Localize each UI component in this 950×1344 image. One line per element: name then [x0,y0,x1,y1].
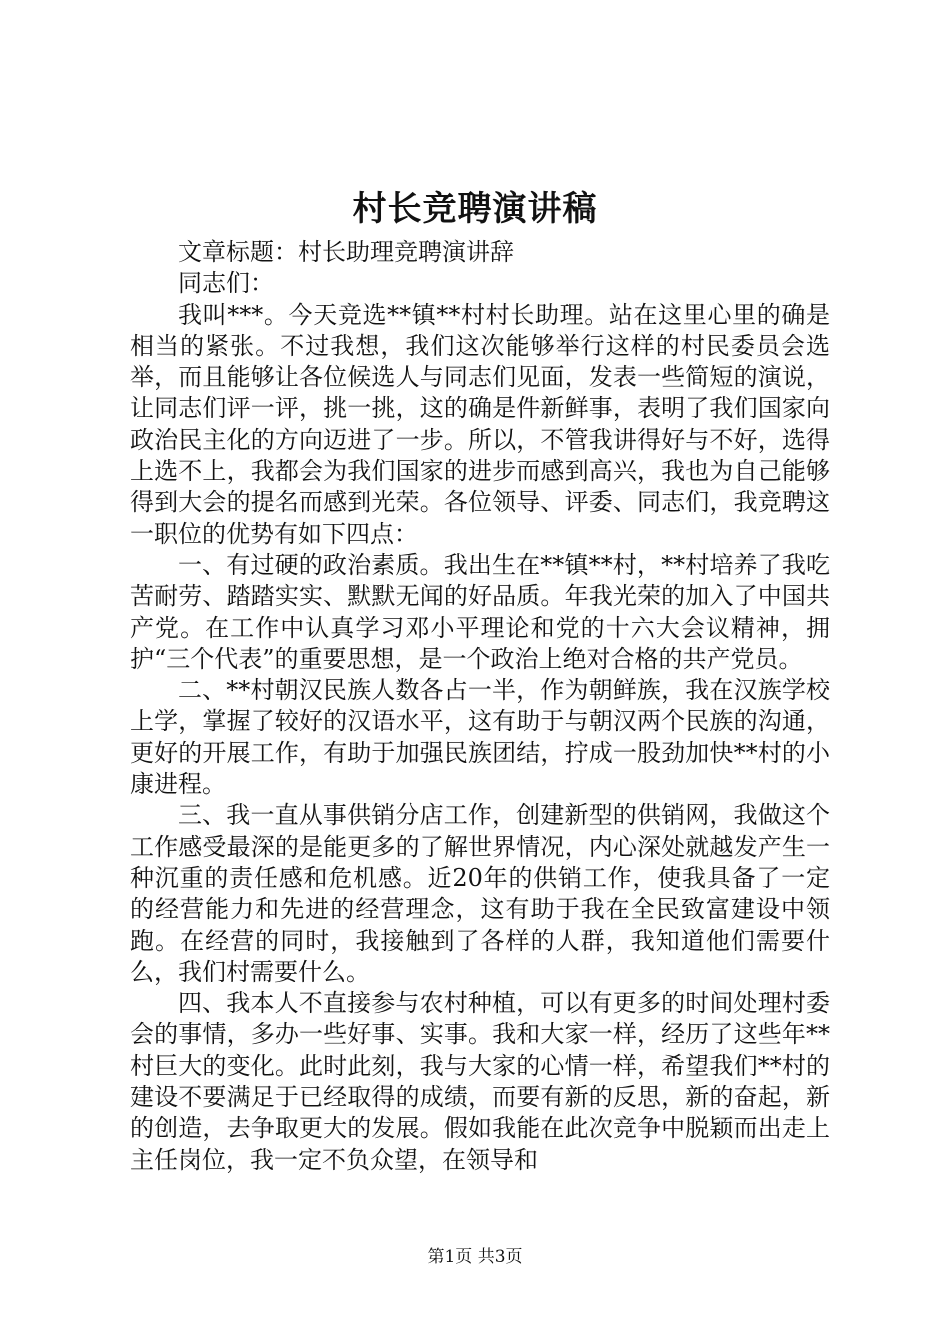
article-title-line: 文章标题：村长助理竞聘演讲辞 [178,238,514,266]
paragraph-point-1: 一、有过硬的政治素质。我出生在**镇**村，**村培养了我吃苦耐劳、踏踏实实、默默无闻的好品质。年我光荣的加入了中国共产党。在工作中认真学习邓小平理论和党的十六大会议精神，拥护“三个代表”的重要思想，是一个政治上绝对合格的共产党员。 [130,550,830,673]
paragraph-point-4: 四、我本人不直接参与农村种植，可以有更多的时间处理村委会的事情，多办一些好事、实事。我和大家一样，经历了这些年**村巨大的变化。此时此刻，我与大家的心情一样，希望我们**村的建设不要满足于已经取得的成绩，而要有新的反思，新的奋起，新的创造，去争取更大的发展。假如我能在此次竞争中脱颖而出走上主任岗位，我一定不负众望，在领导和 [130,989,830,1174]
document-title: 村长竞聘演讲稿 [352,189,598,229]
document-body [130,237,830,1176]
paragraph-point-3: 三、我一直从事供销分店工作，创建新型的供销网，我做这个工作感受最深的是能更多的了解世界情况，内心深处就越发产生一种沉重的责任感和危机感。近20年的供销工作，使我具备了一定的经营能力和先进的经营理念，这有助于我在全民致富建设中领跑。在经营的同时，我接触到了各样的人群，我知道他们需要什么，我们村需要什么。 [130,801,830,986]
salutation: 同志们： [178,269,274,298]
paragraph-intro: 我叫***。今天竞选**镇**村村长助理。站在这里心里的确是相当的紧张。不过我想，我们这次能够举行这样的村民委员会选举，而且能够让各位候选人与同志们见面，发表一些简短的演说，让同志们评一评，挑一挑，这的确是件新鲜事，表明了我们国家向政治民主化的方向迈进了一步。所以，不管我讲得好与不好，选得上选不上，我都会为我们国家的进步而感到高兴，我也为自己能够得到大会的提名而感到光荣。各位领导、评委、同志们，我竞聘这一职位的优势有如下四点： [130,300,830,548]
paragraph-point-2: 二、**村朝汉民族人数各占一半，作为朝鲜族，我在汉族学校上学，掌握了较好的汉语水平，这有助于与朝汉两个民族的沟通，更好的开展工作，有助于加强民族团结，拧成一股劲加快**村的小康进程。 [130,676,830,799]
page-footer: 第1页 共3页 [427,1247,523,1267]
